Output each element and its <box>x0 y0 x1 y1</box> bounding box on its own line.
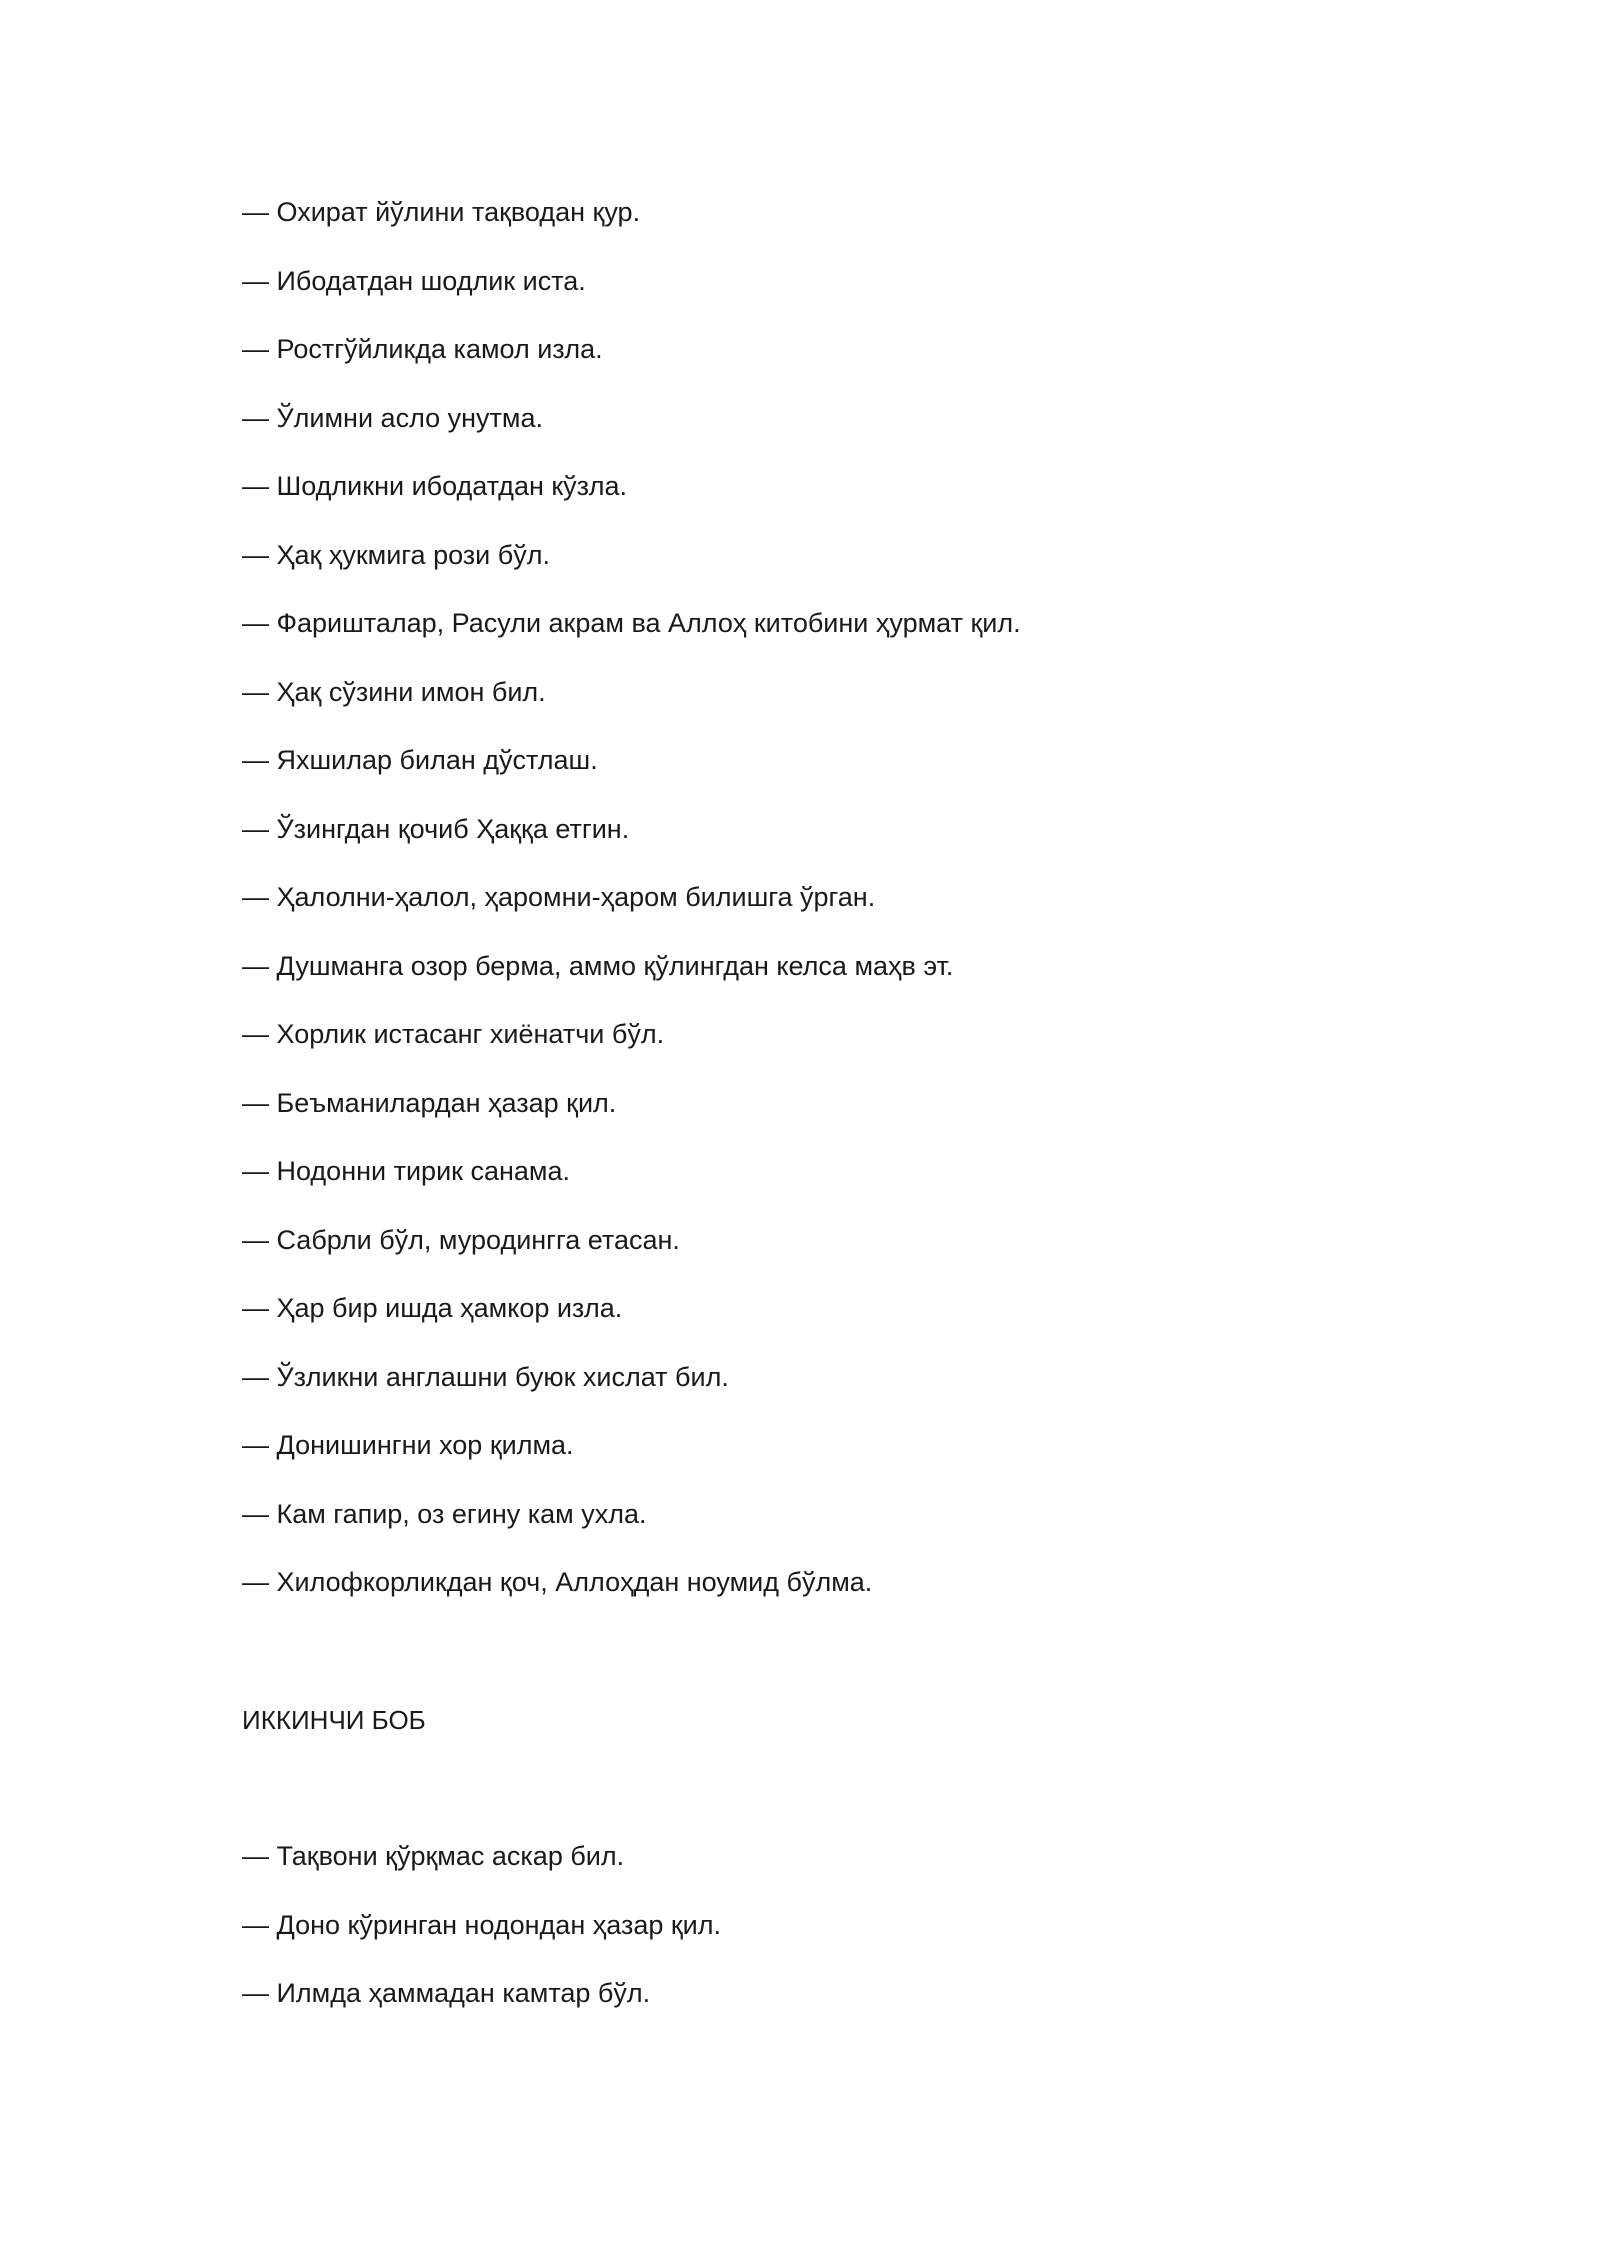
maxims-list-chapter-two <box>242 1834 721 2040</box>
chapter-heading: ИККИНЧИ БОБ <box>242 1705 426 1735</box>
maxim-line: — Беъманилардан ҳазар қил. <box>242 1087 617 1118</box>
maxim-line: — Яхшилар билан дўстлаш. <box>242 745 598 775</box>
maxim-line: — Ўлимни асло унутма. <box>242 402 543 433</box>
maxim-line: — Хорлик истасанг хиёнатчи бўл. <box>242 1019 665 1049</box>
maxim-line: — Ибодатдан шодлик иста. <box>242 265 586 296</box>
maxim-line: — Нодонни тирик санама. <box>242 1156 570 1186</box>
maxim-line: — Ҳалолни-ҳалол, ҳаромни-ҳаром билишга ўрган. <box>242 882 876 912</box>
maxim-line: — Донишингни хор қилма. <box>242 1430 574 1460</box>
maxim-line: — Хилофкорликдан қоч, Аллоҳдан ноумид бўлма. <box>242 1567 873 1597</box>
maxim-line: — Кам гапир, оз егину кам ухла. <box>242 1498 647 1529</box>
maxim-line: — Ҳақ ҳукмига рози бўл. <box>242 539 550 570</box>
maxim-line: — Шодликни ибодатдан кўзла. <box>242 471 628 501</box>
maxim-line: — Охират йўлини тақводан қур. <box>242 197 641 227</box>
maxim-line: — Сабрли бўл, муродингга етасан. <box>242 1224 680 1255</box>
maxim-line: — Ўзликни англашни буюк хислат бил. <box>242 1361 729 1392</box>
maxim-line: — Фаришталар, Расули акрам ва Аллоҳ китобини ҳурмат қил. <box>242 608 1021 638</box>
maxim-line: — Доно кўринган нодондан ҳазар қил. <box>242 1909 722 1940</box>
maxim-line: — Душманга озор берма, аммо қўлингдан келса маҳв эт. <box>242 950 954 981</box>
maxims-list <box>242 190 1021 1629</box>
maxim-line: — Ҳақ сўзини имон бил. <box>242 676 546 707</box>
maxim-line: — Илмда ҳаммадан камтар бўл. <box>242 1978 651 2008</box>
maxim-line: — Ўзингдан қочиб Ҳаққа етгин. <box>242 813 630 844</box>
maxim-line: — Тақвони қўрқмас аскар бил. <box>242 1841 625 1871</box>
maxim-line: — Ростгўйликда камол изла. <box>242 334 603 364</box>
maxim-line: — Ҳар бир ишда ҳамкор изла. <box>242 1293 623 1323</box>
